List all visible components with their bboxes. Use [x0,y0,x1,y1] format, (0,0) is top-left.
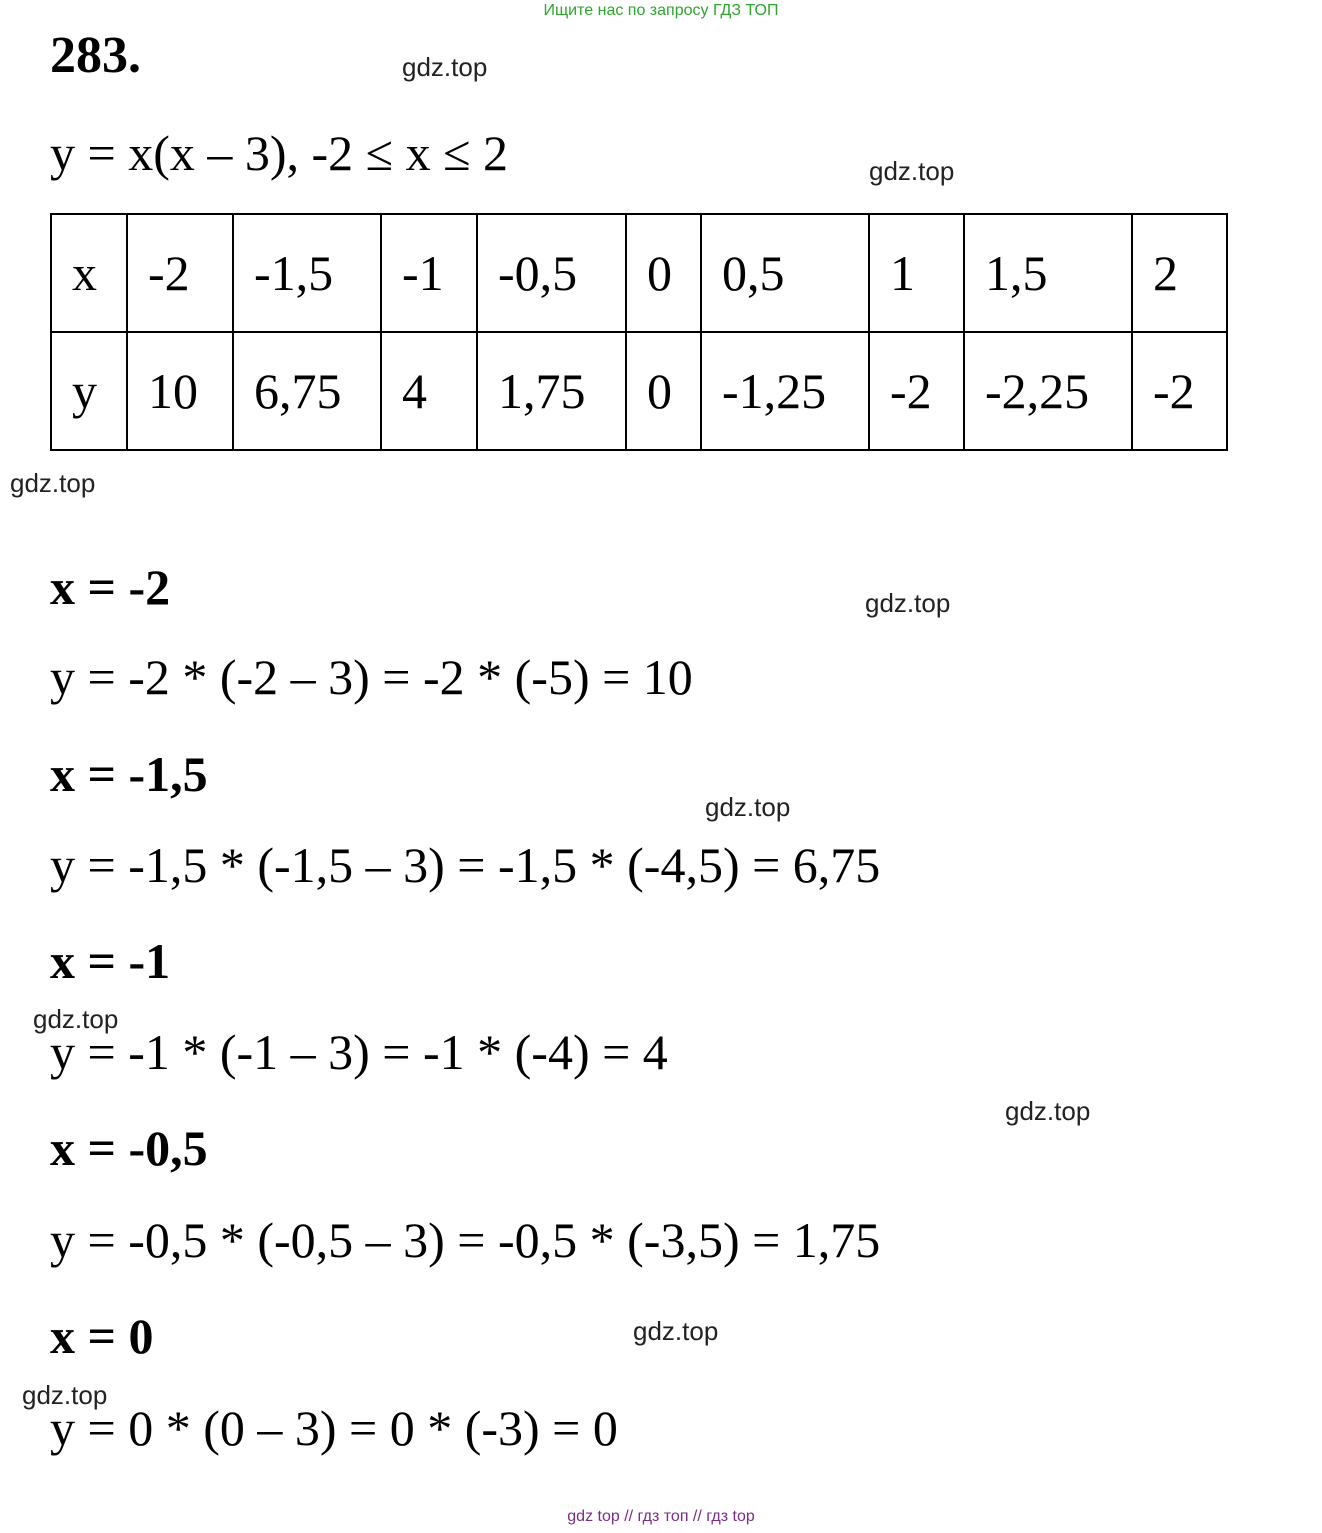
watermark: gdz.top [1005,1096,1091,1126]
table-cell: -2 [869,332,964,450]
table-cell: 1 [869,214,964,332]
table-header-x: x [51,214,127,332]
watermark: gdz.top [402,52,488,82]
step-y-calculation: y = -1 * (-1 – 3) = -1 * (-4) = 4 [50,1024,668,1080]
step-y-calculation: y = -0,5 * (-0,5 – 3) = -0,5 * (-3,5) = 1,75 [50,1212,881,1268]
step-x-label: x = -0,5 [50,1120,208,1176]
watermark: gdz.top [705,792,791,822]
table-cell: -2 [127,214,233,332]
watermark: gdz.top [33,1004,119,1034]
footer-text: gdz top // гдз топ // гдз top [567,1508,755,1525]
step-x-label: x = -1 [50,933,171,989]
watermark: gdz.top [869,156,955,186]
values-table [50,213,1228,451]
table-row-y [51,332,1227,450]
step-y-calculation: y = -1,5 * (-1,5 – 3) = -1,5 * (-4,5) = 6,75 [50,837,881,893]
table-cell: 0 [626,332,701,450]
table-cell: 1,75 [477,332,626,450]
step-y-calculation: y = -2 * (-2 – 3) = -2 * (-5) = 10 [50,649,693,705]
table-header-y: y [51,332,127,450]
watermark: gdz.top [10,468,96,498]
table-cell: -1 [381,214,477,332]
table-cell: -1,25 [701,332,869,450]
step-x-label: x = -2 [50,559,171,615]
function-formula: y = x(x – 3), -2 ≤ x ≤ 2 [50,125,509,181]
table-cell: -2 [1132,332,1227,450]
table-cell: 0,5 [701,214,869,332]
watermark: gdz.top [633,1316,719,1346]
table-cell: 10 [127,332,233,450]
table-cell: -0,5 [477,214,626,332]
top-banner: Ищите нас по запросу ГДЗ ТОП [543,2,779,19]
table-cell: 0 [626,214,701,332]
table-cell: -1,5 [233,214,381,332]
table-cell: 2 [1132,214,1227,332]
step-y-calculation: y = 0 * (0 – 3) = 0 * (-3) = 0 [50,1400,618,1456]
watermark: gdz.top [865,588,951,618]
table-cell: 4 [381,332,477,450]
table-row-x [51,214,1227,332]
step-x-label: x = -1,5 [50,746,208,802]
table-cell: 1,5 [964,214,1132,332]
step-x-label: x = 0 [50,1308,154,1364]
problem-number: 283. [50,27,141,84]
table-cell: -2,25 [964,332,1132,450]
watermark: gdz.top [22,1380,108,1410]
table-cell: 6,75 [233,332,381,450]
